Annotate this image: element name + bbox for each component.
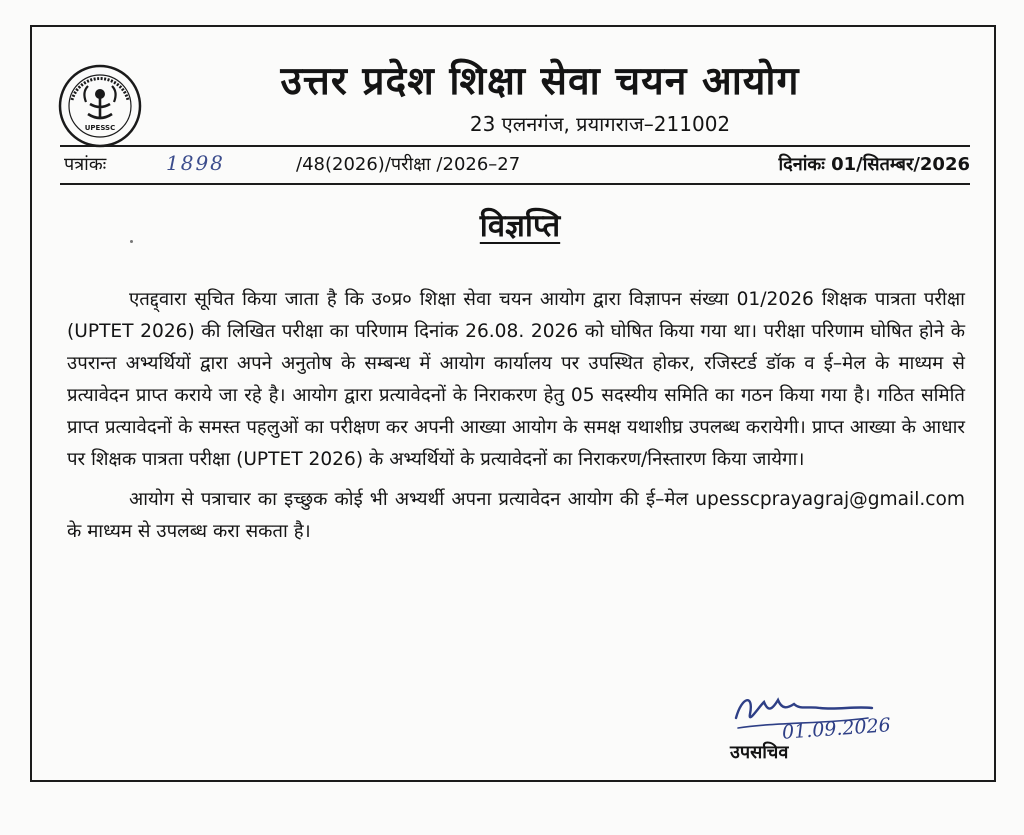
commission-seal-logo: [58, 64, 142, 148]
notice-body: [67, 284, 965, 548]
notice-paragraph: आयोग से पत्राचार का इच्छुक कोई भी अभ्यर्थी अपना प्रत्यावेदन आयोग की ई–मेल upesscprayagraj@gmail.com के माध्यम से उपलब्ध करा सकता है।: [67, 489, 965, 542]
header-divider-top: [60, 145, 970, 147]
header-divider-bottom: [60, 183, 970, 185]
notice-paragraph: एतद्द्वारा सूचित किया जाता है कि उ०प्र० शिक्षा सेवा चयन आयोग द्वारा विज्ञापन संख्या 01/2026 शिक्षक पात्रता परीक्षा (UPTET 2026) की लिखित परीक्षा का परिणाम दिनांक 26.08. 2026 को घोषित किया गया था। परीक्षा परिणाम घोषित होने के उपरान्त अभ्यर्थियों द्वारा अपने अनुतोष के सम्बन्ध में आयोग कार्यालय पर उपस्थित होकर, रजिस्टर्ड डॉक व ई–मेल के माध्यम से प्रत्यावेदन प्राप्त कराये जा रहे है। आयोग द्वारा प्रत्यावेदनों के निराकरण हेतु 05 सदस्यीय समिति का गठन किया गया है। गठित समिति प्राप्त प्रत्यावेदनों के समस्त पहलुओं का परीक्षण कर अपनी आख्या आयोग के समक्ष यथाशीघ्र उपलब्ध करायेगी। प्राप्त आख्या के आधार पर शिक्षक पात्रता परीक्षा (UPTET 2026) के अभ्यर्थियों के प्रत्यावेदनों का निराकरण/निस्तारण किया जायेगा।: [67, 289, 965, 470]
reference-row: [64, 151, 970, 179]
organization-name: उत्तर प्रदेश शिक्षा सेवा चयन आयोग: [280, 59, 800, 104]
scan-speck: [130, 240, 133, 243]
reference-number-handwritten: 1898: [166, 151, 225, 175]
reference-date: दिनांकः 01/सितम्बर/2026: [778, 154, 970, 175]
reference-label: पत्रांकः: [64, 154, 107, 175]
reference-code: /48(2026)/परीक्षा /2026–27: [296, 154, 521, 175]
signatory-designation: उपसचिव: [730, 742, 789, 763]
notice-title: विज्ञप्ति: [479, 208, 561, 244]
logo-text: UPESSC: [84, 124, 116, 132]
signature-date: 01.09.2026: [781, 714, 892, 744]
organization-address: 23 एलनगंज, प्रयागराज–211002: [469, 112, 731, 136]
